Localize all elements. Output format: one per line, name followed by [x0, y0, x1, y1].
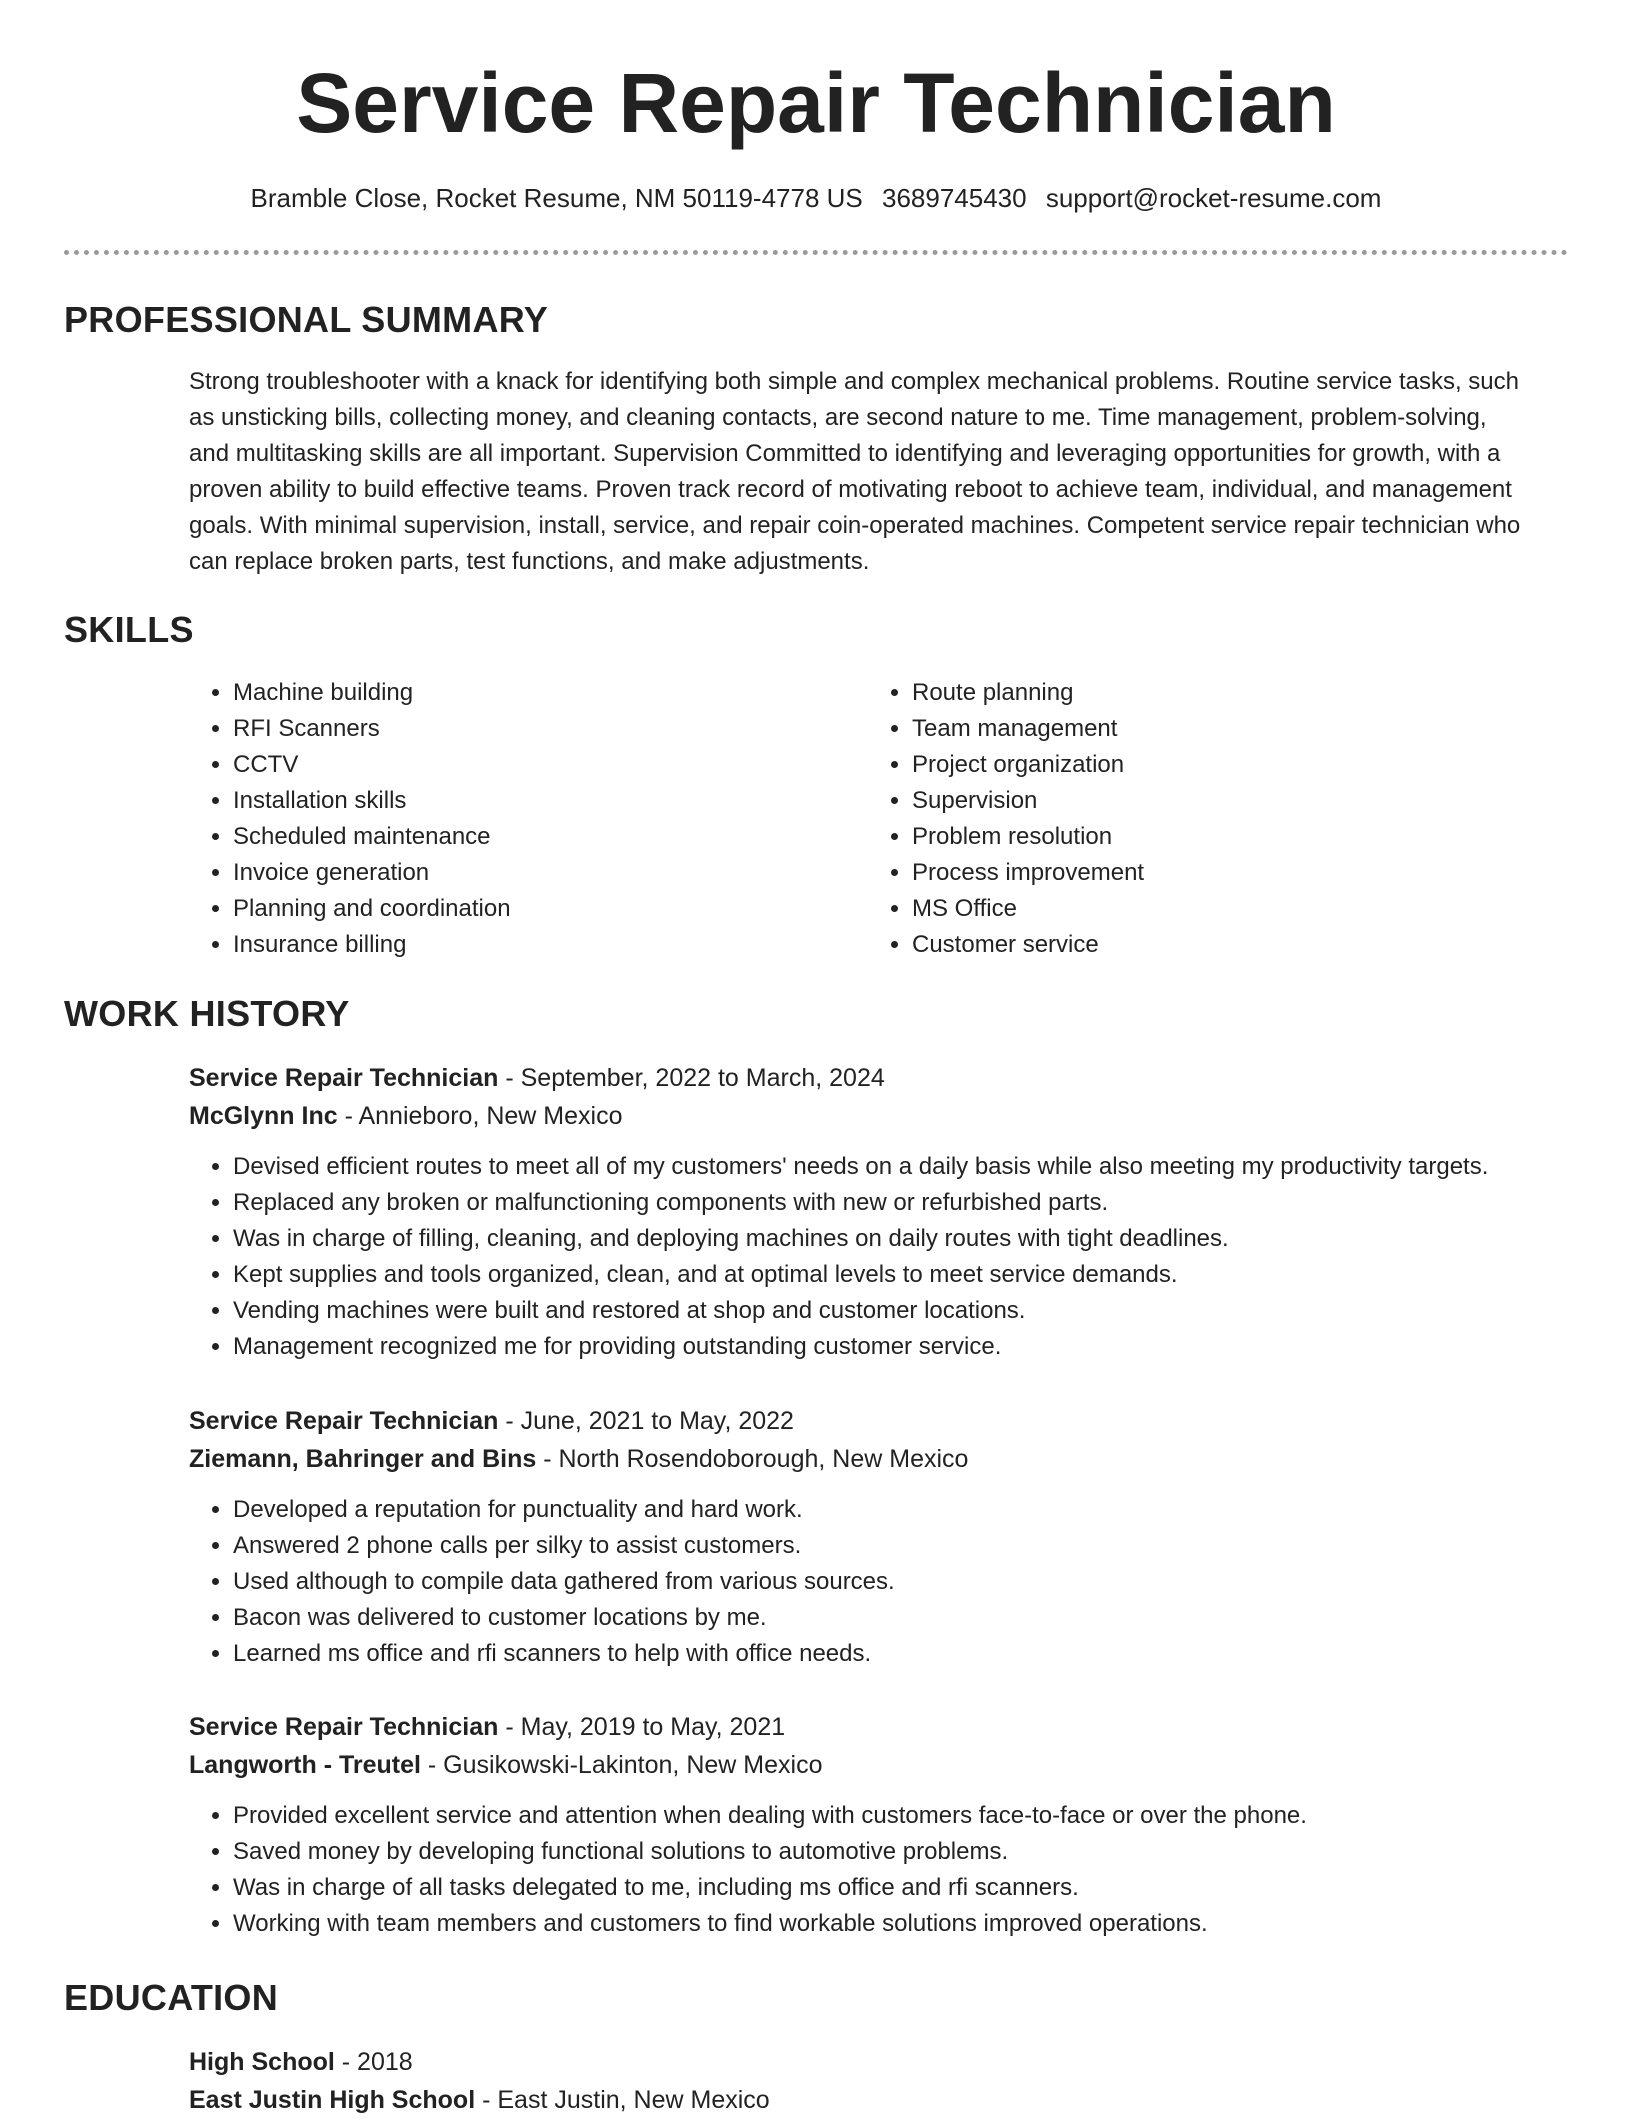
- job-role: Service Repair Technician: [189, 1064, 499, 1092]
- job-bullet: • Vending machines were built and restored at shop and customer locations.: [233, 1293, 1609, 1329]
- job-bullet: • Used although to compile data gathered from various sources.: [233, 1564, 1609, 1600]
- skill-item: • Machine building: [233, 675, 829, 711]
- skills-list-right: [868, 675, 1508, 963]
- skills-column-right: [868, 675, 1508, 963]
- contact-line: [0, 180, 1632, 216]
- education-school-line: [189, 2081, 1609, 2119]
- summary-text: Strong troubleshooter with a knack for identifying both simple and complex mechanical problems. Routine service tasks, such as unsticking bills, collecting money, and cleaning contacts, are second nature to me. Time management, problem-solving, and multitasking skills are all important. Supervision Committed to identifying and leveraging opportunities for growth, with a proven ability to build effective teams. Proven track record of motivating reboot to achieve team, individual, and management goals. With minimal supervision, install, service, and repair coin-operated machines. Competent service repair technician who can replace broken parts, test functions, and make adjustments.: [189, 368, 1521, 575]
- education-entry: [189, 2043, 1609, 2119]
- job-title-line: [189, 1059, 1609, 1097]
- skill-item: • Process improvement: [912, 855, 1508, 891]
- job-role: Service Repair Technician: [189, 1713, 499, 1741]
- job-bullet: • Was in charge of all tasks delegated to me, including ms office and rfi scanners.: [233, 1870, 1609, 1906]
- skill-item: • Route planning: [912, 675, 1508, 711]
- skill-item: • Team management: [912, 711, 1508, 747]
- job-company: Langworth - Treutel: [189, 1751, 421, 1779]
- job-bullet: • Learned ms office and rfi scanners to help with office needs.: [233, 1636, 1609, 1672]
- summary-heading: PROFESSIONAL SUMMARY: [64, 299, 549, 340]
- work-history-heading: WORK HISTORY: [64, 993, 350, 1034]
- job-title-line: [189, 1708, 1609, 1746]
- job-bullet: • Provided excellent service and attention when dealing with customers face-to-face or over the phone.: [233, 1798, 1609, 1834]
- job-location: - Gusikowski-Lakinton, New Mexico: [420, 1751, 823, 1779]
- skill-item: • RFI Scanners: [233, 711, 829, 747]
- job-bullet: • Bacon was delivered to customer locations by me.: [233, 1600, 1609, 1636]
- job-bullets: [189, 1492, 1609, 1672]
- skill-item: • Installation skills: [233, 783, 829, 819]
- job-entry: [189, 1402, 1609, 1672]
- candidate-name: Service Repair Technician: [296, 56, 1336, 150]
- job-bullets: [189, 1798, 1609, 1942]
- header-divider: [64, 250, 1568, 255]
- job-role: Service Repair Technician: [189, 1407, 499, 1435]
- contact-email[interactable]: support@rocket-resume.com: [1045, 183, 1382, 213]
- skill-item: • Invoice generation: [233, 855, 829, 891]
- skill-item: • Scheduled maintenance: [233, 819, 829, 855]
- contact-phone: 3689745430: [882, 183, 1027, 213]
- education-heading: EDUCATION: [64, 1977, 279, 2018]
- job-company-line: [189, 1097, 1609, 1135]
- job-company: Ziemann, Bahringer and Bins: [189, 1445, 537, 1473]
- job-bullet: • Saved money by developing functional solutions to automotive problems.: [233, 1834, 1609, 1870]
- education-degree: High School: [189, 2048, 335, 2076]
- skill-item: • CCTV: [233, 747, 829, 783]
- job-entry: [189, 1708, 1609, 1942]
- job-dates: - June, 2021 to May, 2022: [498, 1407, 794, 1435]
- job-dates: - September, 2022 to March, 2024: [498, 1064, 885, 1092]
- job-location: - North Rosendoborough, New Mexico: [536, 1445, 969, 1473]
- skills-column-left: [189, 675, 829, 963]
- skill-item: • Customer service: [912, 927, 1508, 963]
- job-company: McGlynn Inc: [189, 1102, 338, 1130]
- education-location: - East Justin, New Mexico: [475, 2086, 770, 2114]
- job-bullet: • Devised efficient routes to meet all of my customers' needs on a daily basis while also meeting my productivity targets.: [233, 1149, 1609, 1185]
- job-bullet: • Working with team members and customers to find workable solutions improved operations.: [233, 1906, 1609, 1942]
- job-company-line: [189, 1440, 1609, 1478]
- skill-item: • Project organization: [912, 747, 1508, 783]
- skill-item: • Supervision: [912, 783, 1508, 819]
- job-bullet: • Kept supplies and tools organized, clean, and at optimal levels to meet service demands.: [233, 1257, 1609, 1293]
- education-year: - 2018: [334, 2048, 413, 2076]
- skill-item: • MS Office: [912, 891, 1508, 927]
- skill-item: • Problem resolution: [912, 819, 1508, 855]
- job-bullet: • Was in charge of filling, cleaning, and deploying machines on daily routes with tight deadlines.: [233, 1221, 1609, 1257]
- skills-heading: SKILLS: [64, 609, 194, 650]
- job-bullet: • Developed a reputation for punctuality and hard work.: [233, 1492, 1609, 1528]
- skill-item: • Insurance billing: [233, 927, 829, 963]
- contact-address: Bramble Close, Rocket Resume, NM 50119-4778 US: [250, 183, 863, 213]
- job-entry: [189, 1059, 1609, 1365]
- job-company-line: [189, 1746, 1609, 1784]
- job-location: - Annieboro, New Mexico: [337, 1102, 623, 1130]
- job-title-line: [189, 1402, 1609, 1440]
- education-degree-line: [189, 2043, 1609, 2081]
- job-bullet: • Management recognized me for providing outstanding customer service.: [233, 1329, 1609, 1365]
- job-bullet: • Answered 2 phone calls per silky to assist customers.: [233, 1528, 1609, 1564]
- job-bullets: [189, 1149, 1609, 1365]
- skills-list-left: [189, 675, 829, 963]
- education-school: East Justin High School: [189, 2086, 476, 2114]
- skill-item: • Planning and coordination: [233, 891, 829, 927]
- job-bullet: • Replaced any broken or malfunctioning components with new or refurbished parts.: [233, 1185, 1609, 1221]
- job-dates: - May, 2019 to May, 2021: [498, 1713, 786, 1741]
